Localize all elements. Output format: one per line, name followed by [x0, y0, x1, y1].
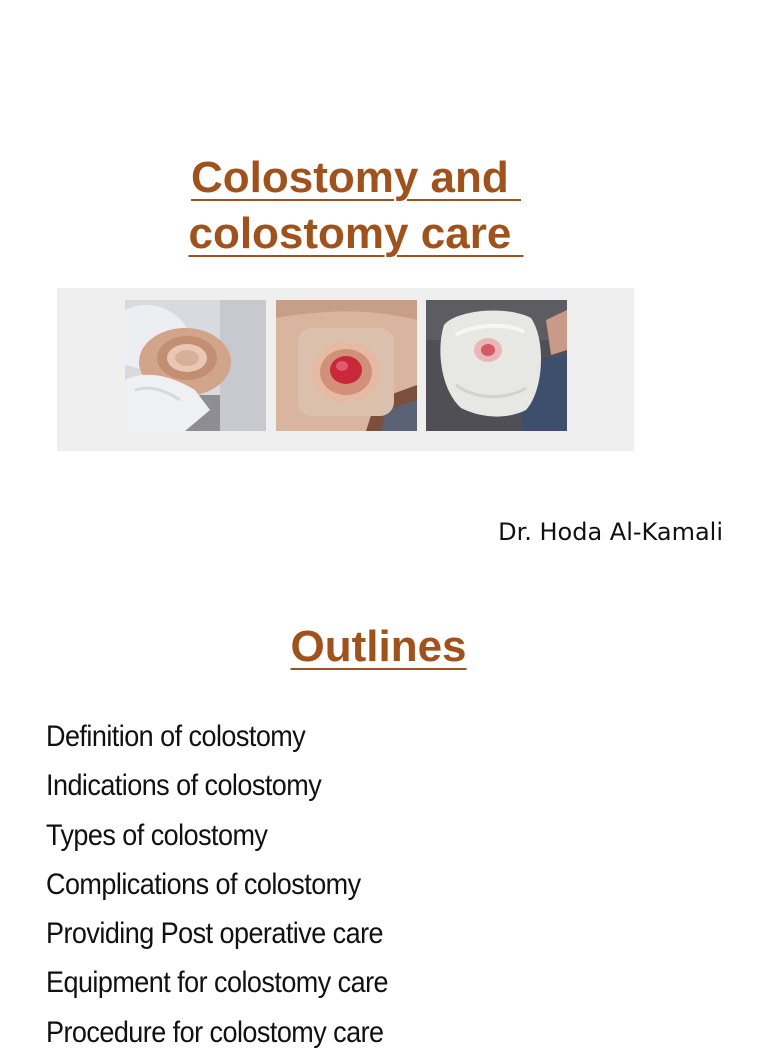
- photo-colostomy-pouch: [426, 300, 567, 431]
- title-line-1: Colostomy and: [190, 153, 522, 202]
- outline-item: Procedure for colostomy care: [46, 1015, 384, 1049]
- outline-item: Providing Post operative care: [46, 917, 384, 951]
- outline-item: Types of colostomy: [46, 818, 268, 852]
- photo-strip: [57, 288, 634, 451]
- photo-hands-holding-wafer: [125, 300, 266, 431]
- photo-stoma-with-wafer: [276, 300, 417, 431]
- outline-item: Complications of colostomy: [46, 867, 361, 901]
- outlines-heading: Outlines: [290, 622, 467, 671]
- outline-item: Indications of colostomy: [46, 769, 322, 803]
- author-name: Dr. Hoda Al-Kamali: [498, 518, 723, 546]
- outline-item: Equipment for colostomy care: [46, 966, 389, 1000]
- outline-item: Definition of colostomy: [46, 720, 306, 753]
- title-line-2: colostomy care: [188, 209, 524, 258]
- outline-list: [46, 712, 426, 1057]
